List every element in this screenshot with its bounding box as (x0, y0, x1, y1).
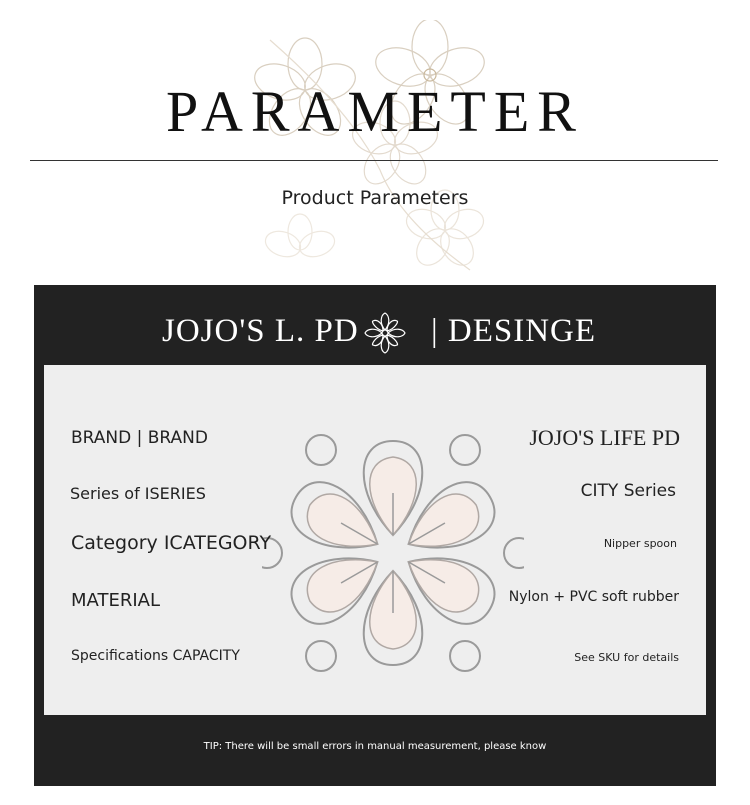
category-label: Category ICATEGORY (71, 532, 272, 554)
parameter-card (44, 365, 706, 715)
brand-label: BRAND | BRAND (71, 428, 208, 448)
panel-header (34, 311, 716, 355)
page-title: PARAMETER (166, 79, 584, 144)
category-value: Nipper spoon (603, 537, 677, 550)
center-flower-icon (262, 433, 524, 673)
title-divider (30, 160, 718, 161)
page-subtitle: Product Parameters (281, 187, 469, 209)
series-value: CITY Series (580, 481, 676, 501)
material-label: MATERIAL (71, 590, 160, 611)
series-label: Series of ISERIES (70, 484, 206, 503)
parameter-panel (34, 285, 716, 786)
measurement-tip: TIP: There will be small errors in manual measurement, please know (203, 741, 547, 752)
brand-wordmark-right: | DESINGE (431, 313, 597, 349)
ornament-flower-icon (361, 309, 409, 357)
specifications-value: See SKU for details (574, 651, 679, 664)
material-value: Nylon + PVC soft rubber (508, 589, 679, 605)
brand-value: JOJO'S LIFE PD (529, 425, 680, 450)
specifications-label: Specifications CAPACITY (71, 648, 240, 664)
brand-wordmark-left: JOJO'S L. PD (162, 313, 359, 349)
background-flowers-illustration (230, 20, 520, 285)
